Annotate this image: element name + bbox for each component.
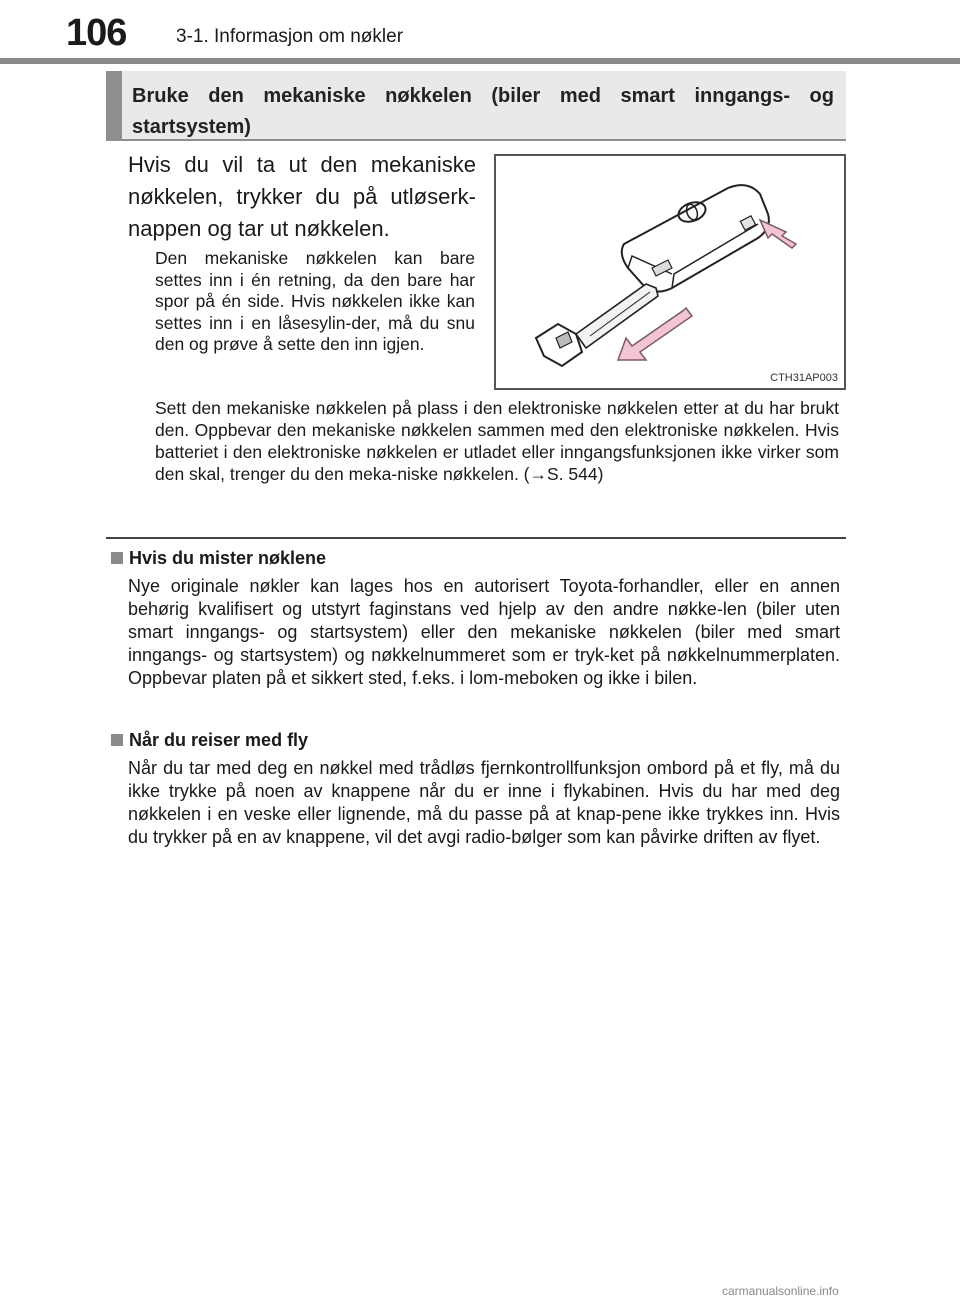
square-bullet-icon [111, 734, 123, 746]
page-number: 106 [66, 12, 127, 54]
instruction-note: Den mekaniske nøkkelen kan bare settes inn i én retning, da den bare har spor på én side. Hvis nøkkelen ikke kan settes inn i en låsesylin-der, må du snu den og prøve å sette den inn igjen. [155, 248, 475, 354]
key-illustration [494, 154, 846, 390]
subsection-heading-text: Når du reiser med fly [129, 730, 309, 750]
subsection-heading-lost-keys [111, 548, 326, 569]
subsection-body-lost-keys: Nye originale nøkler kan lages hos en autorisert Toyota-forhandler, eller en annen behørig kvalifisert og utstyrt faginstans ved hjelp av den andre nøkke-len (biler uten smart inngangs- og startsystem) eller den mekaniske nøkkelen (biler med smart inngangs- og startsystem) og nøkkelnummeret som er tryk-ket på nøkkelnummerplaten. Oppbevar platen på et sikkert sted, f.eks. i lom-meboken og ikke i bilen. [128, 576, 840, 688]
subsection-body-flying: Når du tar med deg en nøkkel med trådløs fjernkontrollfunksjon ombord på et fly, må du ikke trykke på noen av knappene når du er inne i flykabinen. Hvis du har med deg nøkkelen i en veske eller lignende, må du passe på at knap-pene ikke trykkes inn. Hvis du trykker på en av knappene, vil det avgi radio-bølger som kan påvirke driften av flyet. [128, 758, 840, 847]
instruction-note-2 [155, 397, 839, 485]
section-title: 3-1. Informasjon om nøkler [176, 26, 404, 47]
instruction-lead: Hvis du vil ta ut den mekaniske nøkkelen, trykker du på utløserk-nappen og tar ut nøkkelen. [128, 152, 476, 241]
procedure-title-box [106, 71, 846, 141]
watermark: carmanualsonline.info [722, 1284, 839, 1298]
electronic-key-drawing [496, 156, 844, 388]
subsection-heading-text: Hvis du mister nøklene [129, 548, 327, 568]
subsection-heading-flying [111, 730, 308, 751]
reference-arrow-icon: → [529, 464, 547, 484]
section-divider [106, 537, 846, 539]
page-reference-link[interactable]: S. 544) [547, 464, 604, 484]
note2-text: Sett den mekaniske nøkkelen på plass i den elektroniske nøkkelen etter at du har brukt den. Oppbevar den mekaniske nøkkelen sammen med den elektroniske nøkkelen. Hvis batteriet i den elektroniske nøkkelen er utladet eller inngangsfunksjonen ikke virker som den skal, trenger du den meka-niske nøkkelen. ( [155, 398, 839, 484]
header-rule [0, 58, 960, 64]
square-bullet-icon [111, 552, 123, 564]
push-arrow-icon [760, 220, 796, 248]
procedure-title: Bruke den mekaniske nøkkelen (biler med smart inngangs- og startsystem) [132, 85, 834, 138]
figure-code: CTH31AP003 [770, 372, 838, 384]
